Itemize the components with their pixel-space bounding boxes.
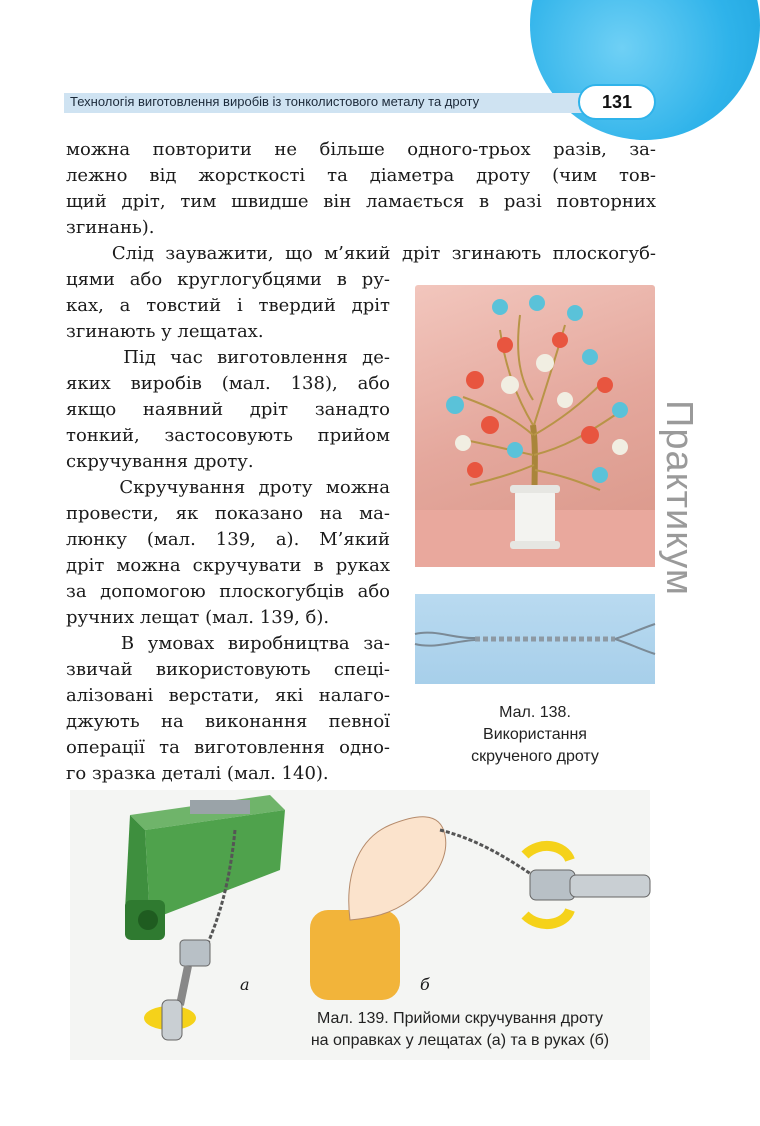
text-line: Слід зауважити, що м’який дріт згинають плоскогуб- <box>66 243 656 264</box>
text-line: тонкий, застосовують прийом <box>66 425 390 446</box>
caption-line: Мал. 138. <box>499 704 571 721</box>
text-line: В умовах виробництва за- <box>66 633 390 654</box>
text-line: ках, а товстий і твердий дріт <box>66 295 390 316</box>
figure-label-b: б <box>420 975 430 994</box>
text-line: го зразка деталі (мал. 140). <box>66 763 329 784</box>
side-section-text: Практикум <box>658 400 700 597</box>
text-line: можна повторити не більше одного-трьох разів, за- <box>66 139 656 160</box>
vise-drawing <box>125 795 285 1040</box>
text-line: якщо наявний дріт занадто <box>66 399 390 420</box>
corner-decoration <box>530 0 760 140</box>
caption-line: Мал. 139. Прийоми скручування дроту <box>316 1010 604 1027</box>
caption-line: на оправках у лещатах (а) та в руках (б) <box>310 1032 610 1049</box>
text-line: згинають у лещатах. <box>66 321 264 342</box>
text-line: люнку (мал. 139, а). М’який <box>66 529 390 550</box>
figure-139-caption <box>270 1008 650 1052</box>
page-number: 131 <box>578 84 656 120</box>
text-line: скручування дроту. <box>66 451 254 472</box>
text-line: алізовані верстати, які налаго- <box>66 685 390 706</box>
caption-line: Використання <box>483 726 587 743</box>
text-line: провести, як показано на ма- <box>66 503 390 524</box>
text-line: Під час виготовлення де- <box>66 347 390 368</box>
figure-138-caption <box>415 702 655 768</box>
hand-drawing <box>310 817 650 1000</box>
text-line: згинань). <box>66 217 155 238</box>
figure-label-a: а <box>240 975 250 994</box>
twisted-wire-photo <box>415 594 655 684</box>
text-line: лежно від жорсткості та діаметра дроту (чим тов- <box>66 165 656 186</box>
text-line: ручних лещат (мал. 139, б). <box>66 607 330 628</box>
text-line: щий дріт, тим швидше він ламається в разі повторних <box>66 191 656 212</box>
text-line: джують на виконання певної <box>66 711 390 732</box>
text-line: звичай використовують спеці- <box>66 659 390 680</box>
text-line: операції та виготовлення одно- <box>66 737 390 758</box>
caption-line: скрученого дроту <box>471 748 599 765</box>
running-header: Технологія виготовлення виробів із тонколистового металу та дроту <box>70 94 480 109</box>
text-line: яких виробів (мал. 138), або <box>66 373 390 394</box>
button-tree-photo <box>415 285 655 567</box>
text-line: дріт можна скручувати в руках <box>66 555 390 576</box>
text-line: Скручування дроту можна <box>66 477 390 498</box>
text-line: за допомогою плоскогубців або <box>66 581 390 602</box>
text-line: цями або круглогубцями в ру- <box>66 269 390 290</box>
side-section-label <box>658 400 700 700</box>
